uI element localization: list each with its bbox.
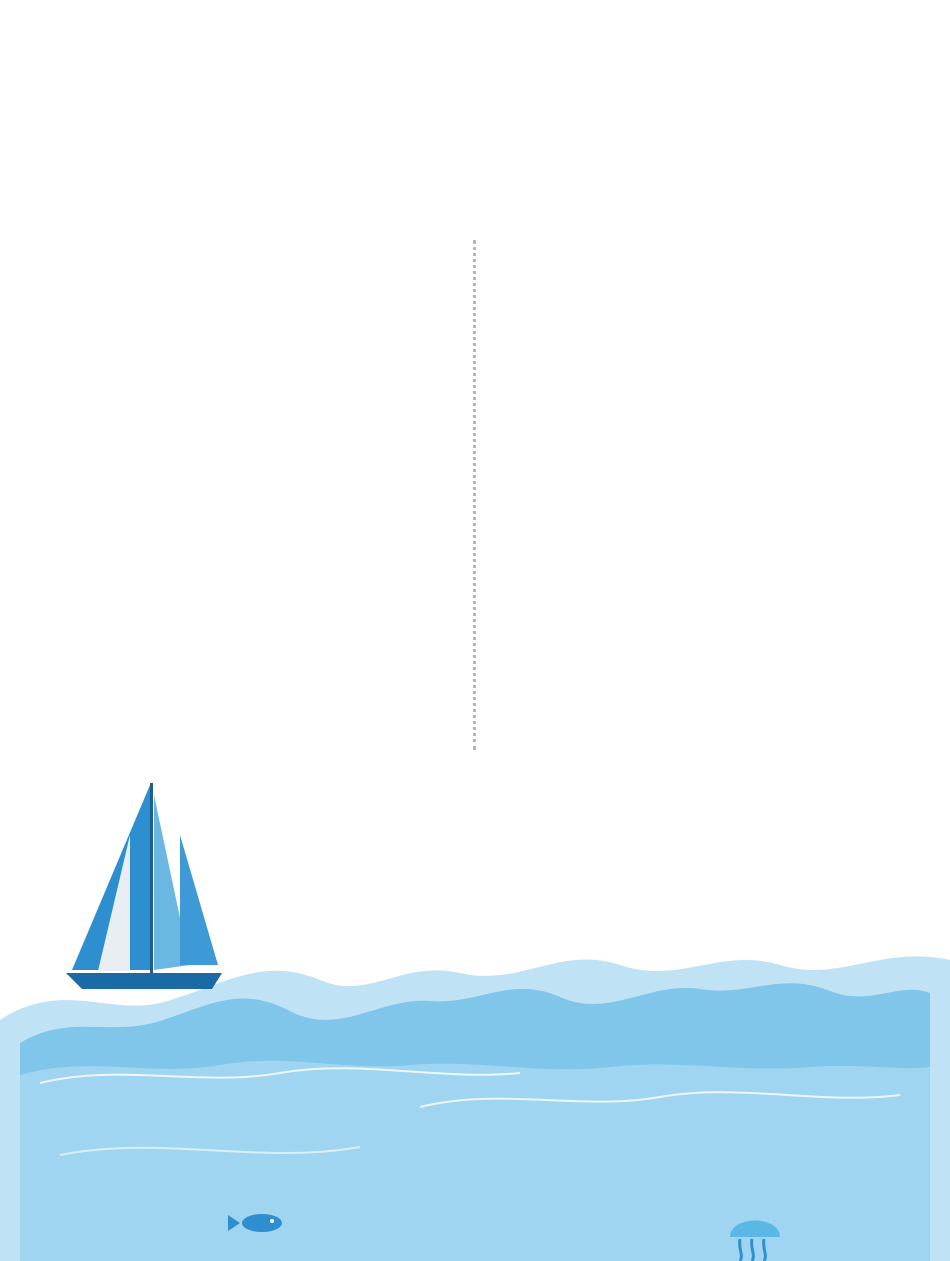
wave-front — [20, 1061, 930, 1261]
sailboat — [66, 783, 222, 989]
sea-illustration — [0, 775, 950, 1261]
page-header — [500, 138, 830, 198]
column-divider — [473, 240, 476, 750]
